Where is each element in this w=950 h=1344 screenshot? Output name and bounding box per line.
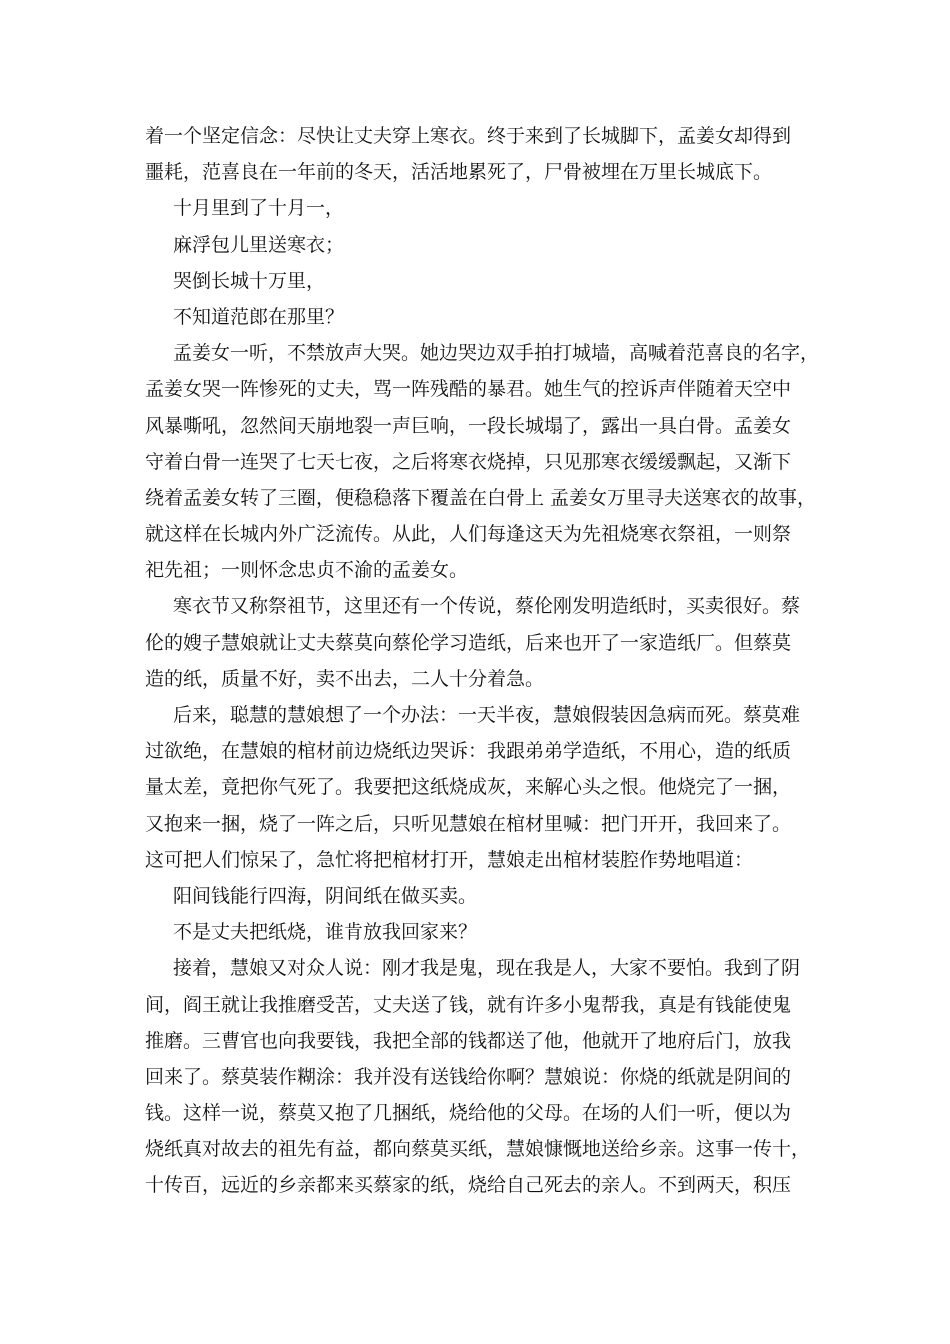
text-line: 十传百，远近的乡亲都来买蔡家的纸，烧给自己死去的亲人。不到两天，积压 [145,1174,792,1197]
text-line: 风暴嘶吼，忽然间天崩地裂一声巨响，一段长城塌了，露出一具白骨。孟姜女 [145,414,792,437]
body-text [145,118,825,1204]
text-line: 不知道范郎在那里？ [173,305,345,328]
text-line: 这可把人们惊呆了，急忙将把棺材打开，慧娘走出棺材装腔作势地唱道： [145,848,754,871]
text-line: 就这样在长城内外广泛流传。从此，人们每逢这天为先祖烧寒衣祭祖，一则祭 [145,523,792,546]
text-line: 守着白骨一连哭了七天七夜，之后将寒衣烧掉，只见那寒衣缓缓飘起，又渐下 [145,450,792,473]
text-line: 噩耗，范喜良在一年前的冬天，活活地累死了，尸骨被埋在万里长城底下。 [145,161,773,184]
text-line: 后来，聪慧的慧娘想了一个办法：一天半夜，慧娘假装因急病而死。蔡莫难 [173,704,801,726]
text-line: 钱。这样一说，蔡莫又抱了几捆纸，烧给他的父母。在场的人们一听，便以为 [145,1102,792,1125]
text-line: 十月里到了十月一， [173,197,345,220]
text-line: 孟姜女哭一阵惨死的丈夫，骂一阵残酷的暴君。她生气的控诉声伴随着天空中 [145,378,792,401]
text-line: 过欲绝，在慧娘的棺材前边烧纸边哭诉：我跟弟弟学造纸，不用心，造的纸质 [145,740,792,763]
text-line: 不是丈夫把纸烧，谁肯放我回家来？ [173,921,478,944]
text-line: 间，阎王就让我推磨受苦，丈夫送了钱，就有许多小鬼帮我，真是有钱能使鬼 [145,993,792,1016]
text-line: 着一个坚定信念：尽快让丈夫穿上寒衣。终于来到了长城脚下，孟姜女却得到 [145,125,792,147]
text-line: 阳间钱能行四海，阴间纸在做买卖。 [173,884,478,907]
text-line: 推磨。三曹官也向我要钱，我把全部的钱都送了他，他就开了地府后门，放我 [145,1029,792,1052]
text-line: 伦的嫂子慧娘就让丈夫蔡莫向蔡伦学习造纸，后来也开了一家造纸厂。但蔡莫 [145,631,792,654]
text-line: 造的纸，质量不好，卖不出去，二人十分着急。 [145,667,545,690]
text-line: 寒衣节又称祭祖节，这里还有一个传说，蔡伦刚发明造纸时，买卖很好。蔡 [173,595,801,618]
text-line: 祀先祖；一则怀念忠贞不渝的孟姜女。 [145,559,469,582]
text-line: 量太差，竟把你气死了。我要把这纸烧成灰，来解心头之恨。他烧完了一捆， [145,776,792,799]
text-line: 绕着孟姜女转了三圈，便稳稳落下覆盖在白骨上 孟姜女万里寻夫送寒衣的故事， [145,486,817,509]
text-line: 回来了。蔡莫装作糊涂：我并没有送钱给你啊？慧娘说：你烧的纸就是阴间的 [145,1065,792,1088]
text-line: 接着，慧娘又对众人说：刚才我是鬼，现在我是人，大家不要怕。我到了阴 [173,957,801,980]
text-line: 哭倒长城十万里， [173,269,326,292]
text-line: 又抱来一捆，烧了一阵之后，只听见慧娘在棺材里喊：把门开开，我回来了。 [145,812,792,835]
text-line: 孟姜女一听，不禁放声大哭。她边哭边双手拍打城墙，高喊着范喜良的名字， [173,342,820,365]
text-line: 烧纸真对故去的祖先有益，都向蔡莫买纸，慧娘慷慨地送给乡亲。这事一传十， [145,1138,811,1161]
text-line: 麻浮包儿里送寒衣； [173,233,345,256]
